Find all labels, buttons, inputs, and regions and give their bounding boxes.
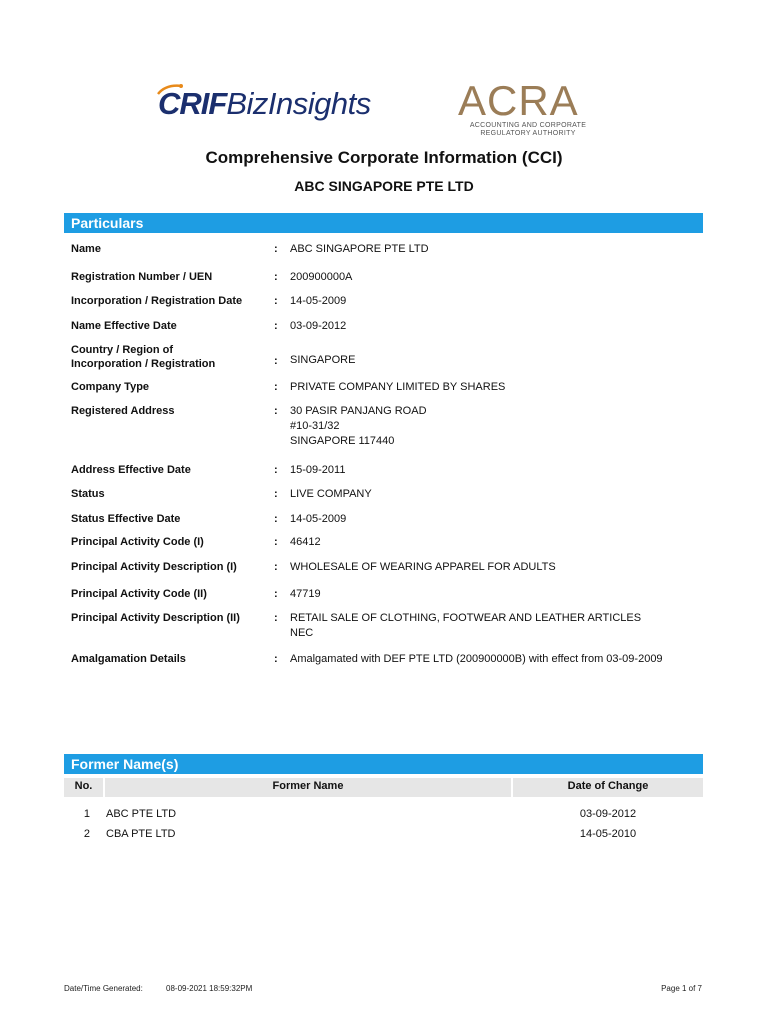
field-value: 47719 [290, 588, 321, 600]
row-former-name: CBA PTE LTD [106, 828, 176, 840]
field-value [290, 404, 700, 449]
acra-logo-text: ACRA [458, 77, 579, 124]
page-number: Page 1 of 7 [661, 984, 702, 993]
field-value: 14-05-2009 [290, 513, 347, 525]
field-label: Principal Activity Description (I) [71, 561, 237, 573]
bizinsights-logo-text: BizInsights [226, 86, 371, 121]
logo-header [0, 78, 768, 142]
field-label [71, 343, 271, 371]
field-label: Address Effective Date [71, 464, 191, 476]
address-line: 30 PASIR PANJANG ROAD [290, 405, 427, 417]
field-value: 14-05-2009 [290, 295, 347, 307]
field-label: Principal Activity Description (II) [71, 612, 240, 624]
acra-logo [458, 77, 598, 138]
field-label: Principal Activity Code (I) [71, 536, 204, 548]
row-date-of-change: 03-09-2012 [579, 808, 637, 820]
field-value: 46412 [290, 536, 321, 548]
row-number: 1 [83, 808, 90, 820]
field-value: 15-09-2011 [290, 464, 346, 476]
company-name-heading: ABC SINGAPORE PTE LTD [294, 178, 474, 194]
table-row [64, 828, 703, 842]
field-colon: : [274, 381, 278, 393]
field-colon: : [274, 320, 278, 332]
field-colon: : [274, 271, 278, 283]
field-label-line: Country / Region of [71, 344, 174, 356]
former-names-table-header [64, 778, 703, 797]
address-line: SINGAPORE 117440 [290, 435, 395, 447]
document-title: Comprehensive Corporate Information (CCI) [205, 148, 563, 167]
crif-bizinsights-logo [158, 86, 371, 122]
table-row [64, 808, 703, 822]
field-colon: : [274, 295, 278, 307]
field-label-line: Incorporation / Registration [71, 358, 216, 370]
field-value: 200900000A [290, 271, 353, 283]
value-line: RETAIL SALE OF CLOTHING, FOOTWEAR AND LEATHER ARTICLES [290, 612, 642, 624]
address-line: #10-31/32 [290, 420, 340, 432]
field-colon: : [274, 588, 278, 600]
row-number: 2 [83, 828, 90, 840]
field-label: Status Effective Date [71, 513, 181, 525]
field-colon: : [274, 561, 278, 573]
field-label: Name Effective Date [71, 320, 177, 332]
field-label: Name [71, 243, 101, 255]
acra-logo-subtitle-2: REGULATORY AUTHORITY [480, 130, 576, 137]
field-colon: : [274, 536, 278, 548]
field-label: Status [71, 488, 105, 500]
value-line: NEC [290, 627, 314, 639]
field-label: Registered Address [71, 405, 175, 417]
field-colon: : [274, 464, 278, 476]
particulars-section-header: Particulars [64, 213, 703, 233]
field-colon: : [274, 488, 278, 500]
field-label: Company Type [71, 381, 150, 393]
field-value: PRIVATE COMPANY LIMITED BY SHARES [290, 381, 506, 393]
acra-logo-subtitle-1: ACCOUNTING AND CORPORATE [469, 122, 587, 129]
field-value: ABC SINGAPORE PTE LTD [290, 243, 429, 255]
field-value [290, 611, 700, 641]
former-names-section-header: Former Name(s) [64, 754, 703, 774]
field-label: Amalgamation Details [71, 653, 186, 665]
field-value: 03-09-2012 [290, 320, 347, 332]
field-label: Incorporation / Registration Date [71, 295, 243, 307]
field-colon: : [274, 355, 278, 367]
column-header-former-name: Former Name [105, 778, 511, 797]
field-colon: : [274, 612, 278, 624]
field-value: SINGAPORE [290, 354, 356, 366]
field-label: Registration Number / UEN [71, 271, 213, 283]
field-colon: : [274, 653, 278, 665]
generated-label: Date/Time Generated: [64, 984, 143, 993]
column-header-date-of-change: Date of Change [513, 778, 703, 797]
field-colon: : [274, 243, 278, 255]
field-label: Principal Activity Code (II) [71, 588, 207, 600]
row-date-of-change: 14-05-2010 [579, 828, 637, 840]
field-colon: : [274, 405, 278, 417]
row-former-name: ABC PTE LTD [106, 808, 177, 820]
crif-logo-text: CRIF [158, 86, 227, 121]
field-colon: : [274, 513, 278, 525]
field-value: Amalgamated with DEF PTE LTD (200900000B) with effect from 03-09-2009 [290, 653, 663, 665]
field-value: LIVE COMPANY [290, 488, 372, 500]
generated-value: 08-09-2021 18:59:32PM [166, 984, 253, 993]
column-header-no: No. [64, 778, 103, 797]
field-value: WHOLESALE OF WEARING APPAREL FOR ADULTS [290, 561, 556, 573]
